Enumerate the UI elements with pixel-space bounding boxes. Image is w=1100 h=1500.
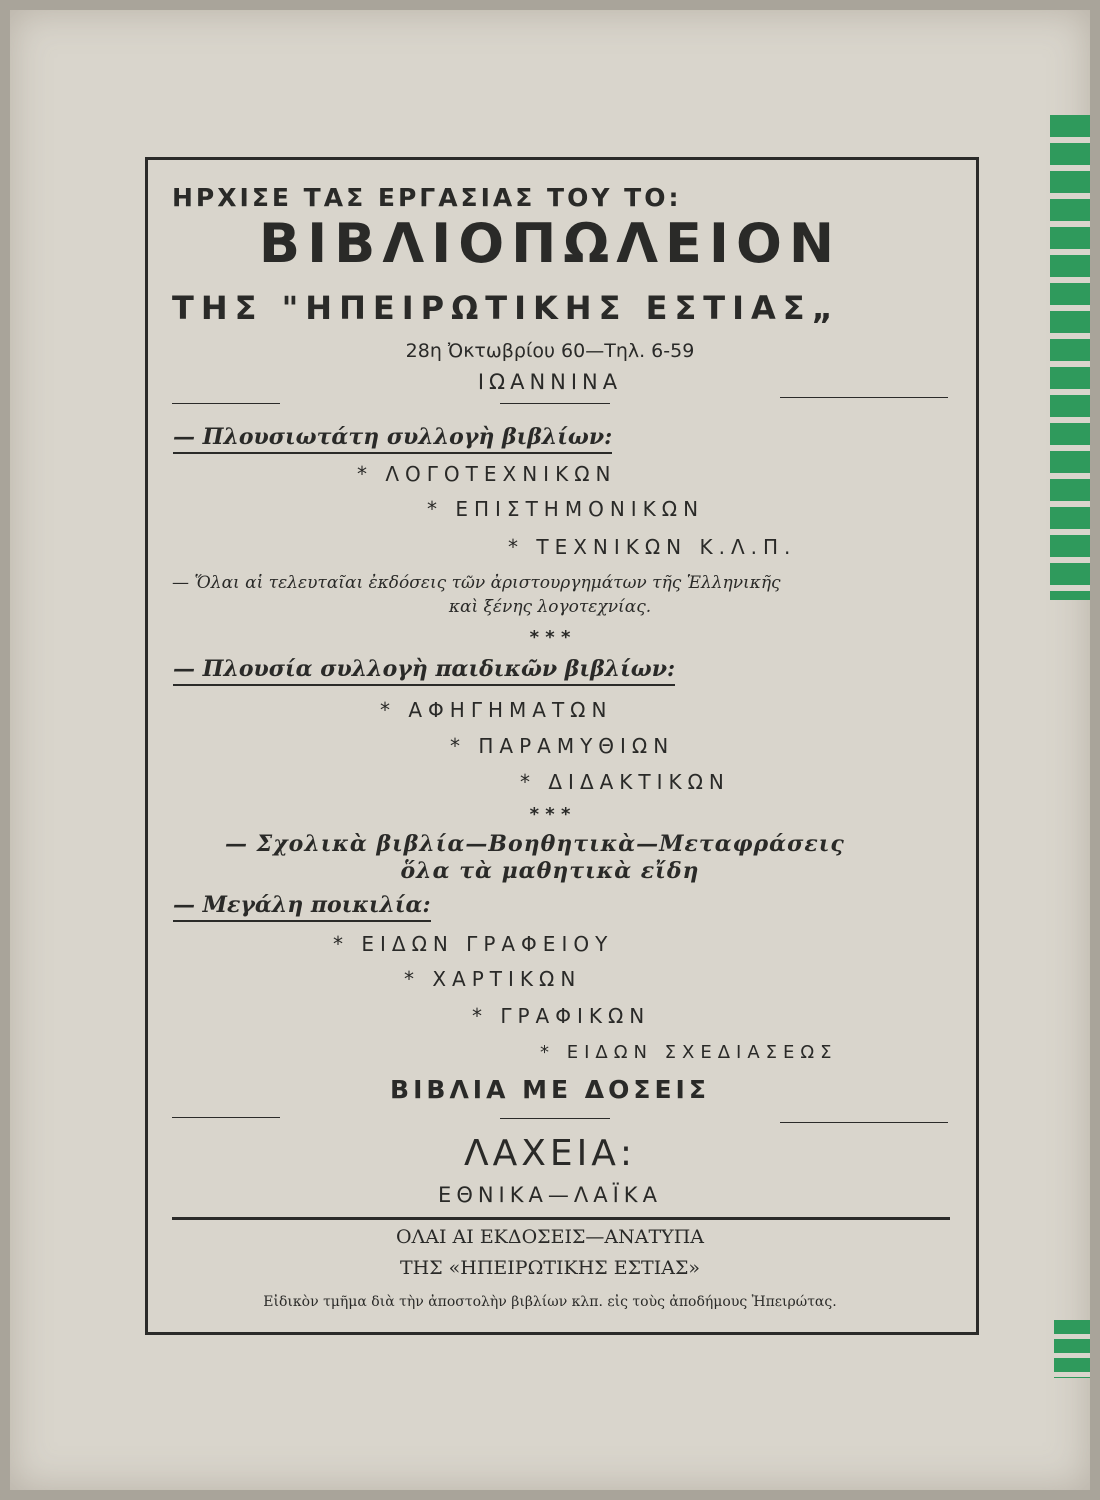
- school-books-line: — Σχολικὰ βιβλία—Βοηθητικὰ—Μεταφράσεις: [225, 831, 845, 857]
- divider: [780, 1122, 948, 1123]
- section-heading-variety: — Μεγάλη ποικιλία:: [173, 892, 431, 922]
- green-cover-strip-bottom: [1054, 1320, 1090, 1378]
- section-heading-children: — Πλουσία συλλογὴ παιδικῶν βιβλίων:: [173, 656, 675, 686]
- store-city: ΙΩΑΝΝΙΝΑ: [477, 370, 623, 394]
- list-item: * ΕΙΔΩΝ ΓΡΑΦΕΙΟΥ: [333, 932, 614, 956]
- divider: [172, 403, 280, 404]
- list-item: * ΓΡΑΦΙΚΩΝ: [472, 1004, 651, 1028]
- list-item: * ΤΕΧΝΙΚΩΝ Κ.Λ.Π.: [508, 535, 797, 559]
- divider: [172, 1117, 280, 1118]
- store-address: 28η Ὀκτωβρίου 60—Τηλ. 6-59: [405, 340, 695, 362]
- divider: [780, 397, 948, 398]
- list-item: * ΕΙΔΩΝ ΣΧΕΔΙΑΣΕΩΣ: [540, 1042, 838, 1063]
- list-item: * ΛΟΓΟΤΕΧΝΙΚΩΝ: [357, 462, 617, 486]
- store-subtitle: ΤΗΣ "ΗΠΕΙΡΩΤΙΚΗΣ ΕΣΤΙΑΣ„: [172, 289, 840, 327]
- store-title: ΒΙΒΛΙΟΠΩΛΕΙΟΝ: [258, 212, 842, 275]
- installments-line: ΒΙΒΛΙΑ ΜΕ ΔΟΣΕΙΣ: [390, 1075, 710, 1104]
- footer-note: Εἰδικὸν τμῆμα διὰ τὴν ἀποστολὴν βιβλίων κλπ. εἰς τοὺς ἀποδήμους Ἠπειρώτας.: [263, 1294, 837, 1310]
- school-books-line: ὅλα τὰ μαθητικὰ εἴδη: [400, 858, 700, 884]
- footer-rule: [172, 1217, 950, 1220]
- footer-line: ΤΗΣ «ΗΠΕΙΡΩΤΙΚΗΣ ΕΣΤΙΑΣ»: [399, 1257, 701, 1279]
- note-line: καὶ ξένης λογοτεχνίας.: [448, 597, 652, 617]
- note-line: — Ὅλαι αἱ τελευταῖαι ἐκδόσεις τῶν ἀριστουργημάτων τῆς Ἑλληνικῆς: [172, 573, 781, 593]
- separator-stars: * * *: [529, 804, 571, 825]
- list-item: * ΠΑΡΑΜΥΘΙΩΝ: [450, 734, 675, 758]
- lottery-title: ΛΑΧΕΙΑ:: [463, 1133, 637, 1174]
- list-item: * ΧΑΡΤΙΚΩΝ: [404, 967, 582, 991]
- divider: [500, 1118, 610, 1119]
- list-item: * ΕΠΙΣΤΗΜΟΝΙΚΩΝ: [427, 497, 705, 521]
- list-item: * ΔΙΔΑΚΤΙΚΩΝ: [520, 770, 730, 794]
- divider: [500, 403, 610, 404]
- section-heading-literature: — Πλουσιωτάτη συλλογὴ βιβλίων:: [173, 424, 612, 454]
- list-item: * ΑΦΗΓΗΜΑΤΩΝ: [380, 698, 613, 722]
- footer-line: ΟΛΑΙ ΑΙ ΕΚΔΟΣΕΙΣ—ΑΝΑΤΥΠΑ: [395, 1226, 704, 1248]
- lottery-subtitle: ΕΘΝΙΚΑ—ΛΑΪΚΑ: [438, 1183, 662, 1207]
- header-line1: ΗΡΧΙΣΕ ΤΑΣ ΕΡΓΑΣΙΑΣ ΤΟΥ ΤΟ:: [172, 183, 682, 212]
- separator-stars: * * *: [529, 627, 571, 648]
